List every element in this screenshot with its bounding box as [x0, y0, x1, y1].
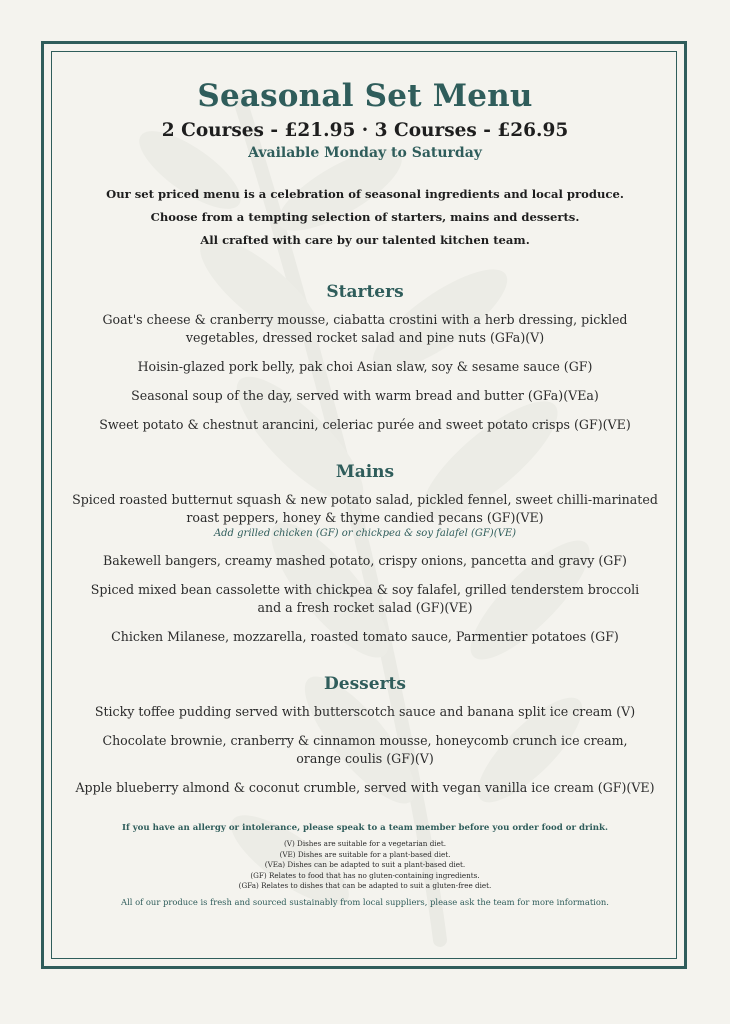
- availability: Available Monday to Saturday: [248, 145, 482, 161]
- menu-item-line: Chicken Milanese, mozzarella, roasted tomato sauce, Parmentier potatoes (GF): [111, 629, 619, 644]
- intro-line: Choose from a tempting selection of starters, mains and desserts.: [150, 210, 580, 224]
- menu-item: [60, 552, 670, 570]
- menu-item-line: Spiced roasted butternut squash & new potato salad, pickled fennel, sweet chilli-marinated: [72, 492, 658, 507]
- menu-item-line: Sticky toffee pudding served with butterscotch sauce and banana split ice cream (V): [94, 704, 636, 719]
- section-title-mains: Mains: [335, 462, 395, 482]
- menu-item-line: roast peppers, honey & thyme candied pecans (GF)(VE): [186, 510, 544, 525]
- menu-item-line: Goat's cheese & cranberry mousse, ciabatta crostini with a herb dressing, pickled: [102, 312, 628, 327]
- diet-legend-item: (VEa) Dishes can be adapted to suit a plant-based diet.: [264, 860, 466, 869]
- course-prices: 2 Courses - £21.95 · 3 Courses - £26.95: [161, 120, 569, 141]
- menu-item: [60, 779, 670, 797]
- menu-item-line: Sweet potato & chestnut arancini, celeriac purée and sweet potato crisps (GF)(VE): [99, 417, 631, 432]
- intro-line: All crafted with care by our talented kitchen team.: [200, 233, 530, 247]
- menu-item: [60, 416, 670, 434]
- menu-item-line: Hoisin-glazed pork belly, pak choi Asian slaw, soy & sesame sauce (GF): [137, 359, 593, 374]
- menu-item: [60, 491, 670, 541]
- menu-item-line: Chocolate brownie, cranberry & cinnamon mousse, honeycomb crunch ice cream,: [102, 733, 628, 748]
- footer: [60, 823, 670, 907]
- menu-item: [60, 703, 670, 721]
- menu-item-line: vegetables, dressed rocket salad and pine nuts (GFa)(V): [185, 330, 545, 345]
- section-title-starters: Starters: [326, 282, 404, 302]
- menu-item-line: and a fresh rocket salad (GF)(VE): [257, 600, 473, 615]
- section-title-desserts: Desserts: [324, 674, 406, 694]
- menu-item-line: Bakewell bangers, creamy mashed potato, crispy onions, pancetta and gravy (GF): [103, 553, 627, 568]
- menu-content: [60, 78, 670, 907]
- menu-item: [60, 387, 670, 405]
- intro-line: Our set priced menu is a celebration of seasonal ingredients and local produce.: [106, 187, 624, 201]
- page-title: Seasonal Set Menu: [197, 78, 533, 114]
- menu-item-line: Spiced mixed bean cassolette with chickpea & soy falafel, grilled tenderstem broccoli: [90, 582, 640, 597]
- menu-item-line: Seasonal soup of the day, served with warm bread and butter (GFa)(VEa): [131, 388, 599, 403]
- menu-item-line: Apple blueberry almond & coconut crumble, served with vegan vanilla ice cream (GF)(VE): [75, 780, 655, 795]
- allergy-notice: If you have an allergy or intolerance, please speak to a team member before you order food or drink.: [121, 823, 609, 833]
- diet-legend-item: (GF) Relates to food that has no gluten-containing ingredients.: [250, 870, 480, 880]
- intro-text: [60, 183, 670, 252]
- sourcing-note: All of our produce is fresh and sourced sustainably from local suppliers, please ask the team for more information.: [121, 896, 609, 907]
- menu-item-addon-note: Add grilled chicken (GF) or chickpea & soy falafel (GF)(VE): [213, 528, 517, 539]
- menu-item: [60, 358, 670, 376]
- diet-legend-item: (VE) Dishes are suitable for a plant-based diet.: [279, 849, 451, 859]
- menu-item: [60, 311, 670, 347]
- diet-legend-item: (V) Dishes are suitable for a vegetarian diet.: [283, 839, 447, 848]
- menu-item: [60, 628, 670, 646]
- diet-legend-item: (GFa) Relates to dishes that can be adapted to suit a gluten-free diet.: [238, 881, 492, 890]
- menu-item: [60, 581, 670, 617]
- menu-item: [60, 732, 670, 768]
- menu-item-line: orange coulis (GF)(V): [296, 751, 434, 766]
